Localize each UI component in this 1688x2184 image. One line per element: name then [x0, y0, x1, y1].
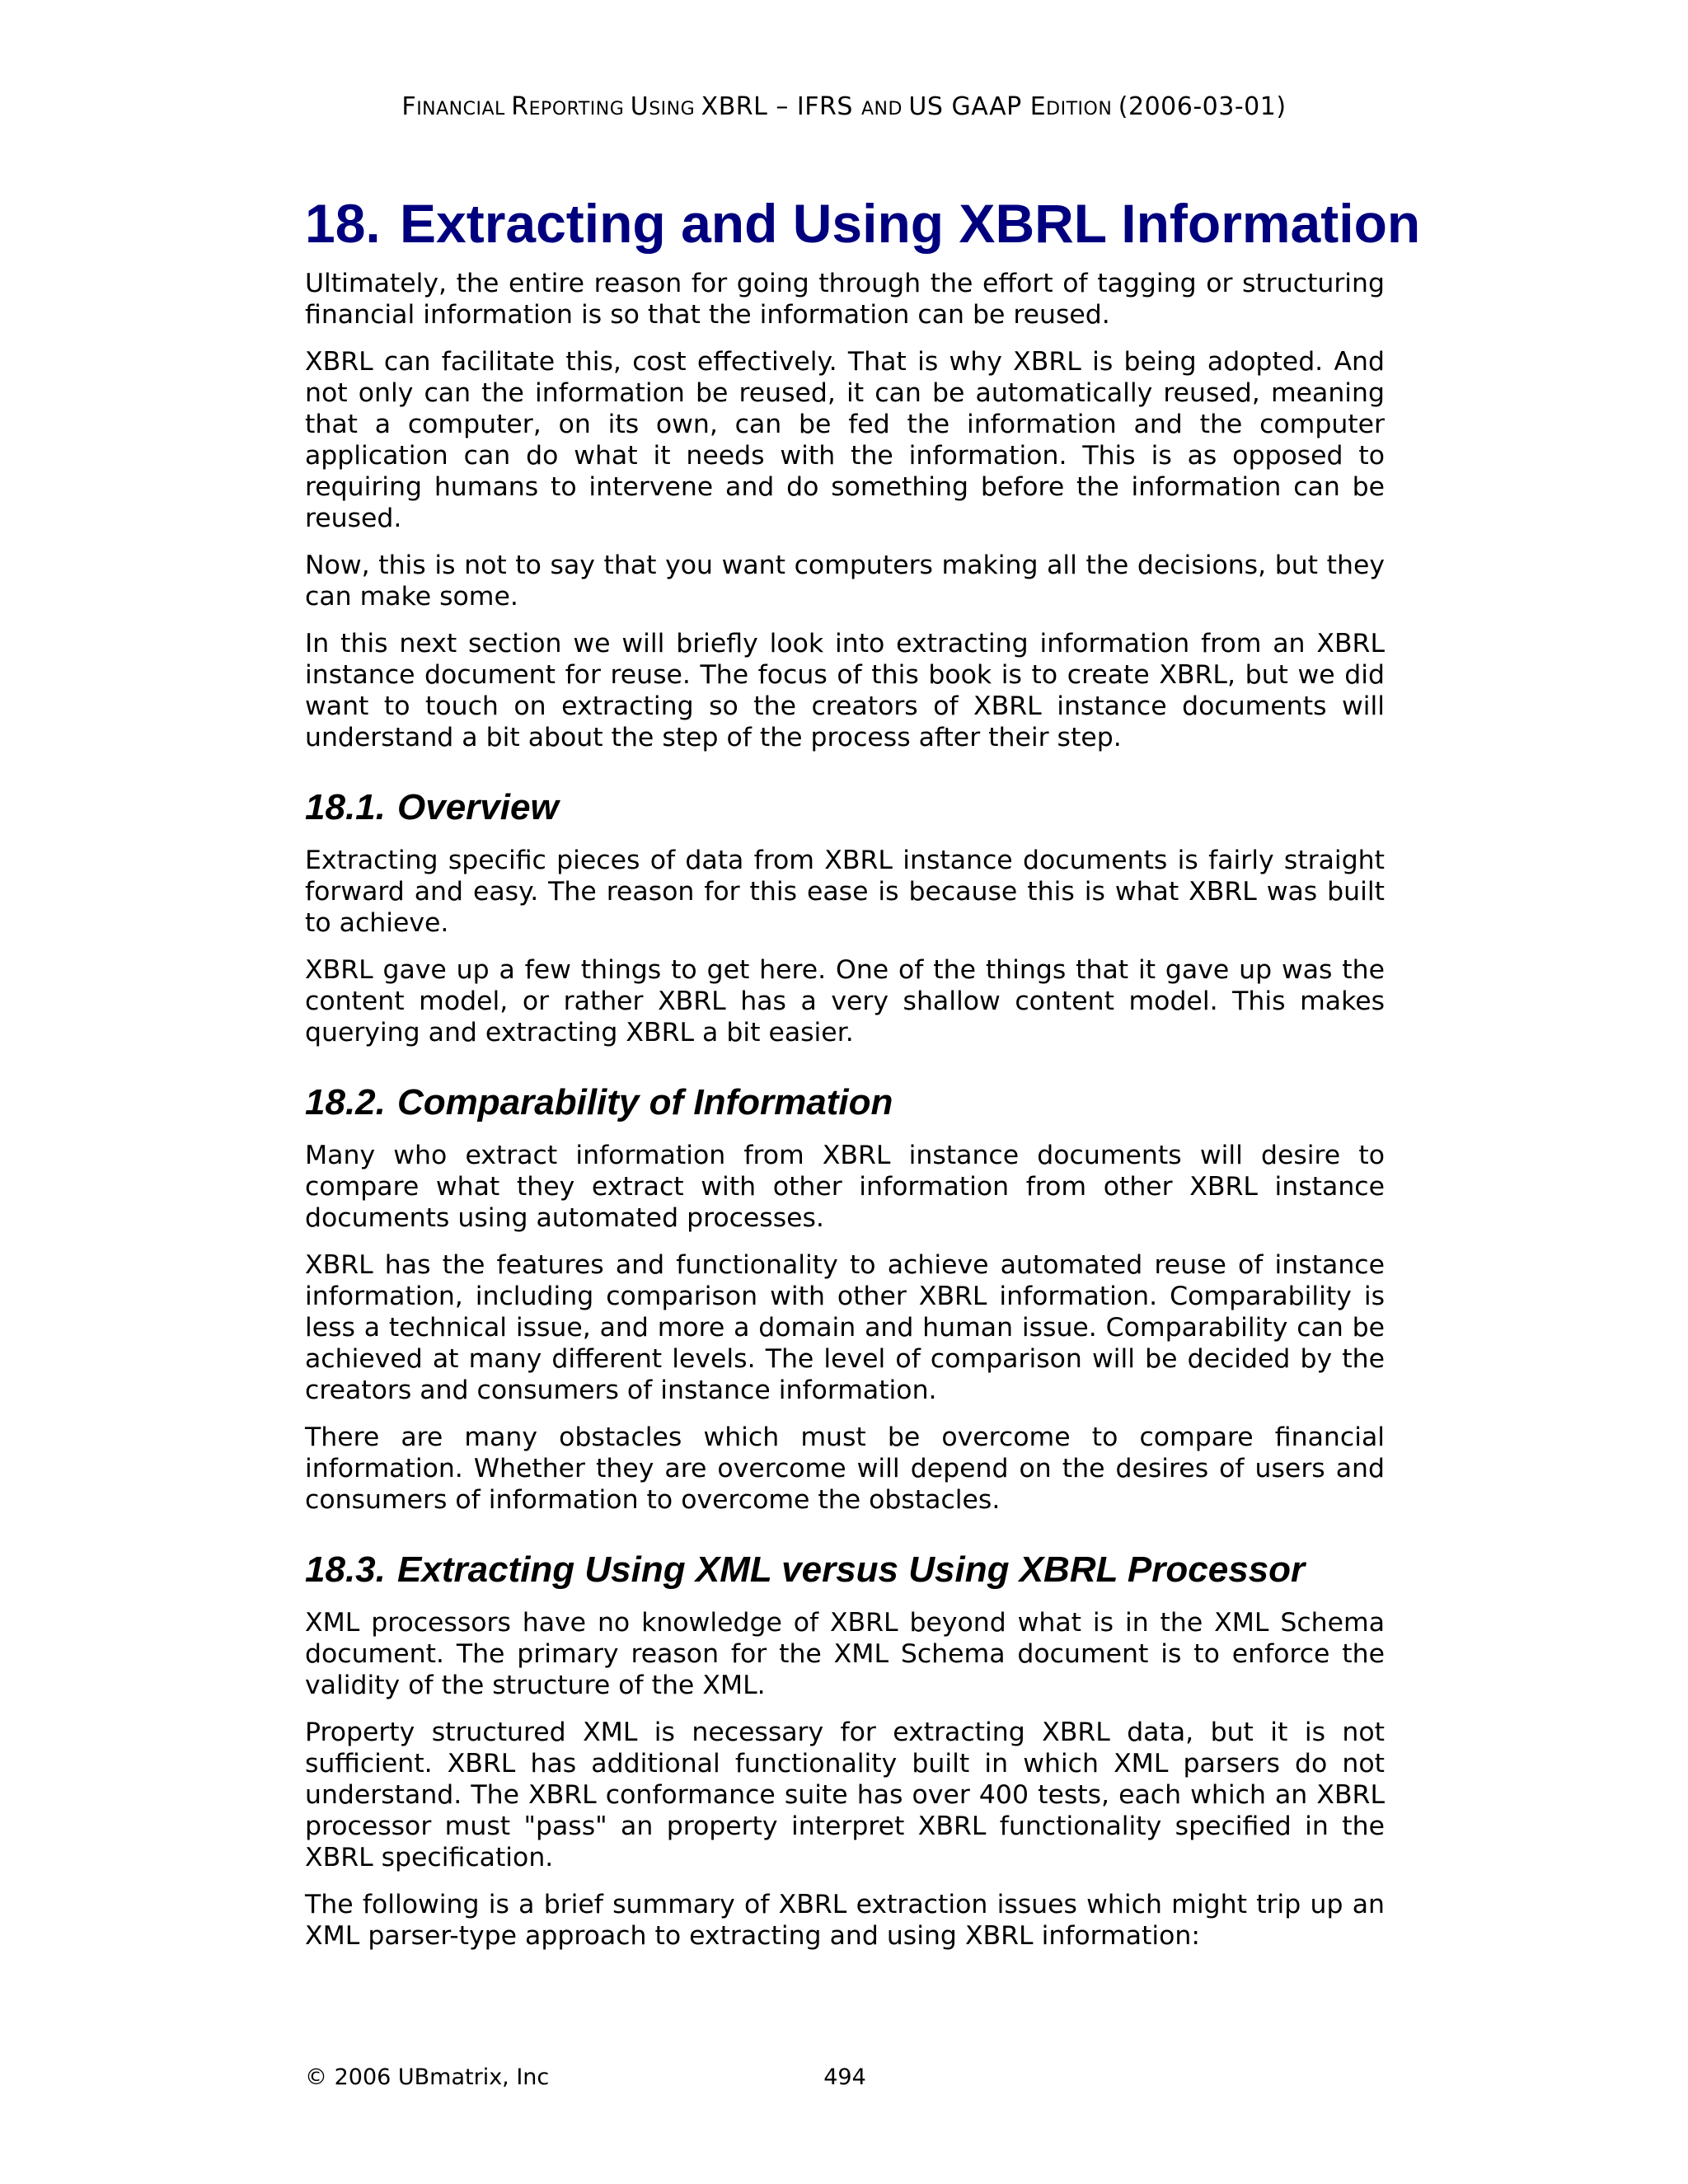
paragraph: Property structured XML is necessary for extracting XBRL data, but it is not sufficient. XBRL has additional functionality built in which XML parsers do not understand. The XBRL conformance suite has over 400 tests, each which an XBRL processor must "pass" an property interpret XBRL functionality specified in the XBRL specification.	[305, 1717, 1385, 1872]
header-part: (2006-03-01)	[1118, 92, 1287, 121]
page-content	[305, 191, 1421, 1967]
header-part: DITION	[1046, 99, 1118, 120]
section-number: 18.3.	[305, 1549, 386, 1590]
section-heading-overview	[305, 786, 1385, 830]
header-part: XBRL – IFRS	[701, 92, 861, 121]
header-part: US GAAP E	[908, 92, 1047, 121]
paragraph: There are many obstacles which must be overcome to compare financial information. Whether they are overcome will depend on the desires of users and consumers of information to overcome the obstacles.	[305, 1422, 1385, 1515]
chapter-title: Extracting and Using XBRL Information	[400, 193, 1421, 254]
header-part: U	[630, 92, 649, 121]
paragraph: In this next section we will briefly look into extracting information from an XBRL instance document for reuse. The focus of this book is to create XBRL, but we did want to touch on extracting so the creators of XBRL instance documents will understand a bit about the step of the process after their step.	[305, 629, 1385, 753]
paragraph: XBRL has the features and functionality to achieve automated reuse of instance information, including comparison with other XBRL information. Comparability is less a technical issue, and more a domain and human issue. Comparability can be achieved at many different levels. The level of comparison will be decided by the creators and consumers of instance information.	[305, 1249, 1385, 1405]
header-part: R	[511, 92, 529, 121]
paragraph: XBRL gave up a few things to get here. One of the things that it gave up was the content model, or rather XBRL has a very shallow content model. This makes querying and extracting XBRL a bit easier.	[305, 954, 1385, 1047]
paragraph: Ultimately, the entire reason for going through the effort of tagging or structuring financial information is so that the information can be reused.	[305, 269, 1385, 330]
section-heading-comparability	[305, 1081, 1385, 1125]
paragraph: Now, this is not to say that you want computers making all the decisions, but they can make some.	[305, 551, 1385, 612]
chapter-number: 18.	[305, 193, 381, 254]
header-part: INANCIAL	[416, 99, 512, 120]
copyright: © 2006 UBmatrix, Inc	[305, 2064, 550, 2090]
section-number: 18.2.	[305, 1081, 386, 1122]
header-part: AND	[860, 99, 909, 120]
paragraph: The following is a brief summary of XBRL extraction issues which might trip up an XML parser-type approach to extracting and using XBRL information:	[305, 1889, 1385, 1951]
paragraph: Many who extract information from XBRL instance documents will desire to compare what they extract with other information from other XBRL instance documents using automated processes.	[305, 1140, 1385, 1233]
header-part: SING	[649, 99, 701, 120]
paragraph: Extracting specific pieces of data from XBRL instance documents is fairly straight forward and easy. The reason for this ease is because this is what XBRL was built to achieve.	[305, 845, 1385, 938]
paragraph: XML processors have no knowledge of XBRL beyond what is in the XML Schema document. The primary reason for the XML Schema document is to enforce the validity of the structure of the XML.	[305, 1607, 1385, 1700]
header-part: EPORTING	[528, 99, 631, 120]
section-number: 18.1.	[305, 787, 386, 828]
chapter-heading	[305, 191, 1421, 256]
paragraph: XBRL can facilitate this, cost effectively. That is why XBRL is being adopted. And not only can the information be reused, it can be automatically reused, meaning that a computer, on its own, can be fed the information and the computer application can do what it needs with the information. This is as opposed to requiring humans to intervene and do something before the information can be reused.	[305, 347, 1385, 534]
section-heading-extracting	[305, 1549, 1385, 1592]
section-title: Overview	[397, 787, 559, 828]
running-header	[0, 92, 1688, 121]
section-title: Comparability of Information	[397, 1081, 893, 1122]
header-part: F	[401, 92, 417, 121]
page-number: 494	[823, 2064, 866, 2090]
section-title: Extracting Using XML versus Using XBRL Processor	[397, 1549, 1306, 1590]
